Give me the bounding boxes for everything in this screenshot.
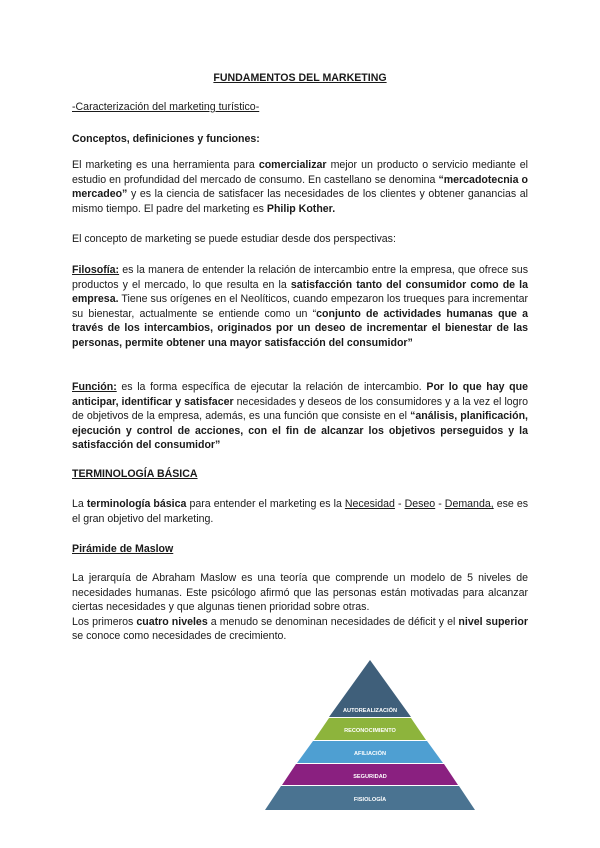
funcion-text-1: es la forma específica de ejecutar la relación de intercambio. (116, 381, 427, 393)
filosofia-bold-1: satisfacción tanto del consumidor como de la empresa. (72, 278, 529, 306)
term-necesidad: Necesidad (344, 498, 395, 510)
funcion-paragraph (72, 380, 528, 453)
terminologia-paragraph (72, 497, 528, 526)
term-separator-1: - (394, 498, 405, 510)
terminologia-text-3: ese es el gran objetivo del marketing. (72, 498, 529, 525)
terminologia-bold-1: terminología básica (86, 498, 187, 510)
intro-text-3: y es la ciencia de satisfacer las necesidades de los clientes y obtener ganancias al mismo tiempo. El padre del marketing es (72, 188, 528, 215)
pyramid-label-seguridad: SEGURIDAD (353, 774, 387, 780)
maslow-pyramid (265, 660, 475, 812)
intro-bold-2: “mercadotecnia o mercadeo” (72, 173, 528, 201)
filosofia-paragraph (72, 263, 528, 351)
pyramid-label-afiliacion: AFILIACIÓN (353, 751, 387, 757)
maslow-bold-2: nivel superior (458, 615, 528, 628)
terminologia-text-2: para entender el marketing es la (186, 498, 345, 510)
term-deseo: Deseo (404, 498, 436, 510)
term-separator-2: - (435, 498, 445, 510)
funcion-label: Función: (72, 381, 117, 393)
maslow-text-2: Los primeros (72, 615, 137, 628)
pyramid-label-fisiologia: FISIOLOGÍA (353, 797, 387, 803)
funcion-text-2: necesidades y deseos de los consumidores y a la vez el logro de objetivos de la empresa, además, es una función que consiste en el (72, 395, 528, 423)
filosofia-text-1: es la manera de entender la relación de intercambio entre la empresa, que ofrece sus productos y el mercado, lo que resulta en la (72, 264, 528, 291)
intro-text-2: mejor un producto o servicio mediante el estudio en profundidad del mercado de consumo. En castellano se denomina (72, 159, 528, 186)
maslow-bold-1: cuatro niveles (136, 615, 208, 628)
maslow-heading: Pirámide de Maslow (72, 543, 174, 555)
concepts-heading: Conceptos, definiciones y funciones: (72, 133, 260, 145)
maslow-paragraph (72, 571, 528, 644)
document-title: FUNDAMENTOS DEL MARKETING (213, 72, 387, 84)
terminologia-heading: TERMINOLOGÍA BÁSICA (72, 468, 198, 480)
section-subtitle: -Caracterización del marketing turístico- (72, 101, 260, 113)
filosofia-label: Filosofía: (72, 264, 120, 276)
intro-paragraph (72, 158, 528, 216)
maslow-text-4: se conoce como necesidades de crecimiento. (72, 630, 287, 643)
maslow-text-3: a menudo se denominan necesidades de déficit y el (207, 615, 459, 628)
maslow-text-1: La jerarquía de Abraham Maslow es una teoría que comprende un modelo de 5 niveles de necesidades humanas. Este psicólogo afirmó que las personas están motivadas para alcanzar ciertas necesidades y que algunas tienen prioridad sobre otras. (72, 572, 528, 614)
pyramid-label-autorealizacion: AUTOREALIZACIÓN (343, 708, 397, 714)
funcion-bold-1: Por lo que hay que anticipar, identificar y satisfacer (72, 381, 528, 408)
filosofia-bold-2: conjunto de actividades humanas que a través de los intercambios, originados por un deseo de incrementar el bienestar de las personas, permite obtener una mayor satisfacción del consumidor” (72, 307, 528, 349)
pyramid-label-reconocimiento: RECONOCIMIENTO (344, 728, 396, 734)
term-demanda: Demanda, (444, 498, 494, 510)
intro-bold-3: Philip Kother. (266, 202, 336, 215)
filosofia-text-2: Tiene sus orígenes en el Neolíticos, cuando empezaron los trueques para incrementar su bienestar, actualmente se entiende como un “ (72, 293, 528, 320)
terminologia-text-1: La (72, 498, 87, 510)
intro-bold-1: comercializar (258, 159, 327, 171)
intro-text-1: El marketing es una herramienta para (72, 159, 259, 171)
funcion-bold-2: “análisis, planificación, ejecución y control de acciones, con el fin de alcanzar los objetivos perseguidos y la satisfacción del consumidor” (72, 410, 528, 452)
perspectives-paragraph: El concepto de marketing se puede estudiar desde dos perspectivas: (72, 233, 396, 245)
